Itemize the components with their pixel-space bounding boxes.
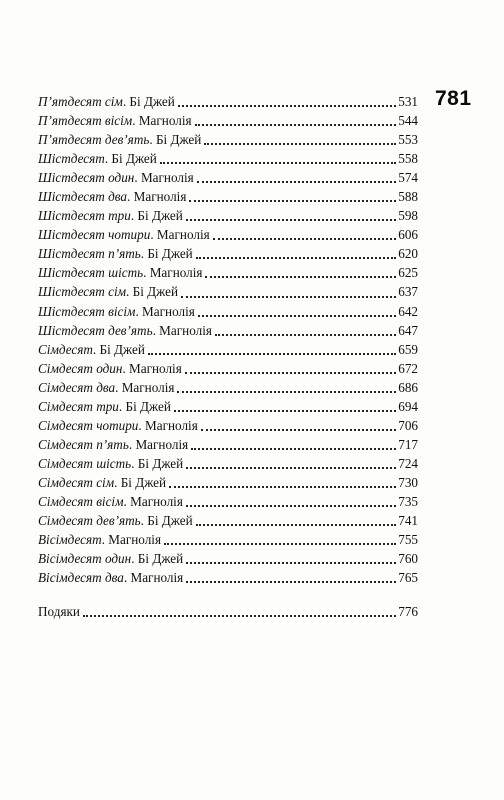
toc-entry-page: 776 xyxy=(398,604,418,620)
toc-leader-dots xyxy=(191,435,396,450)
toc-entry xyxy=(38,263,418,282)
toc-entry-chapter: Шістдесят п’ять xyxy=(38,246,141,262)
toc-entries xyxy=(38,92,418,587)
toc-entry xyxy=(38,187,418,206)
toc-entry-chapter: Шістдесят шість xyxy=(38,265,144,281)
toc-entry-page: 553 xyxy=(398,132,418,148)
toc-entry-narrator: . Магнолія xyxy=(152,322,212,338)
toc-entry-narrator: . Бі Джей xyxy=(126,284,179,300)
toc-entry xyxy=(38,435,418,454)
toc-entry-title: Подяки xyxy=(38,604,80,620)
toc-entry-title xyxy=(38,397,171,416)
toc-entry-page: 694 xyxy=(398,398,418,414)
toc-entry-chapter: Сімдесят сім xyxy=(38,474,115,490)
toc-entry-page: 735 xyxy=(398,493,418,509)
toc-entry-narrator: . Бі Джей xyxy=(131,551,184,567)
toc-entry xyxy=(38,397,418,416)
toc-entry xyxy=(38,530,418,549)
toc-entry-page: 558 xyxy=(398,151,418,167)
toc-entry-narrator: . Бі Джей xyxy=(114,474,167,490)
toc-entry-chapter: Шістдесят один xyxy=(38,170,135,186)
toc-entry-chapter: Шістдесят вісім xyxy=(38,303,136,319)
toc-entry xyxy=(38,206,418,225)
toc-leader-dots xyxy=(148,340,396,355)
toc-entry-title xyxy=(38,340,145,359)
toc-entry xyxy=(38,244,418,263)
toc-entry-chapter: Сімдесят два xyxy=(38,379,116,395)
toc-leader-dots xyxy=(198,302,396,317)
toc-leader-dots xyxy=(177,378,396,393)
toc-entry-narrator: . Магнолія xyxy=(123,570,184,586)
toc-entry-narrator: . Магнолія xyxy=(115,379,175,395)
toc-entry-page: 760 xyxy=(398,551,418,567)
toc-entry-narrator: . Бі Джей xyxy=(149,132,202,148)
toc-entry-title xyxy=(38,302,195,321)
toc-entry xyxy=(38,416,418,435)
toc-entry-page: 598 xyxy=(398,208,418,224)
toc-entry-page: 659 xyxy=(398,341,418,357)
toc-entry-narrator: . Магнолія xyxy=(150,227,210,243)
toc-leader-dots xyxy=(204,130,396,145)
toc-entry-title xyxy=(38,92,175,111)
toc-entry xyxy=(38,225,418,244)
toc-entry-chapter: Сімдесят один xyxy=(38,360,123,376)
toc-entry xyxy=(38,492,418,511)
toc-entry-chapter: П’ятдесят вісім xyxy=(38,113,133,129)
toc-entry-title xyxy=(38,416,198,435)
toc-entry-page: 717 xyxy=(398,436,418,452)
toc-entry-chapter: Сімдесят вісім xyxy=(38,493,124,509)
toc-entry xyxy=(38,302,418,321)
toc-entry-chapter: Шістдесят дев’ять xyxy=(38,322,153,338)
toc-entry-page: 765 xyxy=(398,570,418,586)
toc-entry xyxy=(38,92,418,111)
toc-leader-dots xyxy=(186,568,396,583)
toc-entry-chapter: Вісімдесят xyxy=(38,532,102,548)
table-of-contents xyxy=(38,92,418,621)
toc-leader-dots xyxy=(196,244,396,259)
toc-entry-narrator: . Бі Джей xyxy=(131,455,184,471)
toc-entry-page: 544 xyxy=(398,113,418,129)
toc-leader-dots xyxy=(189,187,396,202)
toc-entry-narrator: . Магнолія xyxy=(143,265,203,281)
toc-entry-page: 620 xyxy=(398,246,418,262)
toc-entry-page: 741 xyxy=(398,513,418,529)
toc-entry-chapter: Сімдесят п’ять xyxy=(38,436,129,452)
toc-entry-narrator: . Магнолія xyxy=(123,493,183,509)
toc-entry-page: 724 xyxy=(398,455,418,471)
toc-entry-page: 637 xyxy=(398,284,418,300)
toc-entry-page: 606 xyxy=(398,227,418,243)
toc-entry xyxy=(38,568,418,587)
toc-entry-narrator: . Магнолія xyxy=(122,360,182,376)
toc-entry-narrator: . Магнолія xyxy=(135,303,195,319)
toc-entry-chapter: П’ятдесят сім xyxy=(38,94,123,109)
toc-entry-narrator: . Магнолія xyxy=(101,532,162,548)
toc-entry-title xyxy=(38,454,183,473)
toc-entry-narrator: . Магнолія xyxy=(127,189,187,205)
toc-entry-title xyxy=(38,225,210,244)
toc-entry-narrator: . Бі Джей xyxy=(140,513,193,529)
toc-entry-title xyxy=(38,168,194,187)
toc-entry-narrator: . Магнолія xyxy=(134,170,194,186)
toc-leader-dots xyxy=(185,359,396,374)
toc-leader-dots xyxy=(83,602,396,617)
toc-entry-narrator: . Бі Джей xyxy=(118,398,171,414)
toc-entry xyxy=(38,454,418,473)
toc-leader-dots xyxy=(186,549,396,564)
toc-entry-chapter: Сімдесят три xyxy=(38,398,119,414)
toc-entry-title xyxy=(38,244,193,263)
toc-leader-dots xyxy=(186,206,396,221)
toc-leader-dots xyxy=(181,282,396,297)
toc-entry-title xyxy=(38,206,183,225)
toc-entry-narrator: . Бі Джей xyxy=(122,94,175,109)
toc-entry-chapter: Шістдесят три xyxy=(38,208,131,224)
toc-leader-dots xyxy=(201,416,396,431)
toc-leader-dots xyxy=(164,530,396,545)
toc-entry-title xyxy=(38,111,192,130)
toc-entry xyxy=(38,149,418,168)
toc-entry-title xyxy=(38,549,183,568)
toc-entry-chapter: Шістдесят сім xyxy=(38,284,127,300)
toc-entry-title xyxy=(38,492,183,511)
toc-entry-page: 647 xyxy=(398,322,418,338)
toc-entry-narrator: . Магнолія xyxy=(128,436,189,452)
toc-entry-page: 686 xyxy=(398,379,418,395)
toc-entry-page: 531 xyxy=(398,94,418,109)
toc-entry xyxy=(38,549,418,568)
toc-entry-title xyxy=(38,568,183,587)
toc-leader-dots xyxy=(186,492,396,507)
toc-entry xyxy=(38,473,418,492)
toc-entry xyxy=(38,321,418,340)
toc-entry xyxy=(38,168,418,187)
toc-entry-chapter: Сімдесят дев’ять xyxy=(38,513,141,529)
toc-entry-chapter: Шістдесят xyxy=(38,151,105,167)
toc-entry-title xyxy=(38,435,188,454)
toc-entry-narrator: . Магнолія xyxy=(138,417,198,433)
toc-entry xyxy=(38,359,418,378)
toc-entry-chapter: Вісімдесят два xyxy=(38,570,124,586)
toc-entry-narrator: . Бі Джей xyxy=(140,246,193,262)
toc-entry-page: 625 xyxy=(398,265,418,281)
toc-leader-dots xyxy=(160,149,396,164)
toc-entry xyxy=(38,511,418,530)
toc-entry-title xyxy=(38,378,174,397)
toc-entry-chapter: Сімдесят шість xyxy=(38,455,132,471)
toc-entry-title xyxy=(38,263,202,282)
toc-entry-page: 706 xyxy=(398,417,418,433)
toc-entry xyxy=(38,282,418,301)
toc-entry-chapter: Вісімдесят один xyxy=(38,551,132,567)
toc-leader-dots xyxy=(178,92,396,107)
toc-entry-page: 730 xyxy=(398,474,418,490)
toc-leader-dots xyxy=(186,454,396,469)
toc-entry-acknowledgements xyxy=(38,602,418,621)
toc-leader-dots xyxy=(205,263,396,278)
page-number: 781 xyxy=(435,87,472,110)
toc-leader-dots xyxy=(213,225,397,240)
toc-entry-title xyxy=(38,149,157,168)
toc-entry xyxy=(38,130,418,149)
toc-leader-dots xyxy=(174,397,396,412)
toc-leader-dots xyxy=(196,511,397,526)
toc-leader-dots xyxy=(197,168,397,183)
toc-leader-dots xyxy=(195,111,397,126)
toc-entry xyxy=(38,111,418,130)
toc-entry-narrator: . Бі Джей xyxy=(130,208,183,224)
toc-entry-title xyxy=(38,130,201,149)
toc-entry-narrator: . Бі Джей xyxy=(104,151,157,167)
toc-entry-chapter: Шістдесят два xyxy=(38,189,128,205)
toc-entry-title xyxy=(38,530,161,549)
toc-leader-dots xyxy=(215,321,396,336)
toc-entry-page: 642 xyxy=(398,303,418,319)
toc-entry-title xyxy=(38,359,182,378)
toc-entry-title xyxy=(38,282,178,301)
toc-entry-title xyxy=(38,321,212,340)
toc-entry-page: 755 xyxy=(398,532,418,548)
toc-entry-page: 574 xyxy=(398,170,418,186)
toc-entry-narrator: . Магнолія xyxy=(132,113,192,129)
toc-entry-title xyxy=(38,511,193,530)
toc-entry-page: 672 xyxy=(398,360,418,376)
toc-entry-title xyxy=(38,473,166,492)
toc-entry-chapter: Сімдесят чотири xyxy=(38,417,139,433)
toc-entry-narrator: . Бі Джей xyxy=(92,341,145,357)
toc-entry-chapter: Сімдесят xyxy=(38,341,93,357)
toc-entry xyxy=(38,340,418,359)
toc-leader-dots xyxy=(169,473,396,488)
toc-entry-title xyxy=(38,187,186,206)
toc-entry-chapter: Шістдесят чотири xyxy=(38,227,151,243)
toc-entry xyxy=(38,378,418,397)
toc-entry-chapter: П’ятдесят дев’ять xyxy=(38,132,150,148)
toc-entry-page: 588 xyxy=(398,189,418,205)
